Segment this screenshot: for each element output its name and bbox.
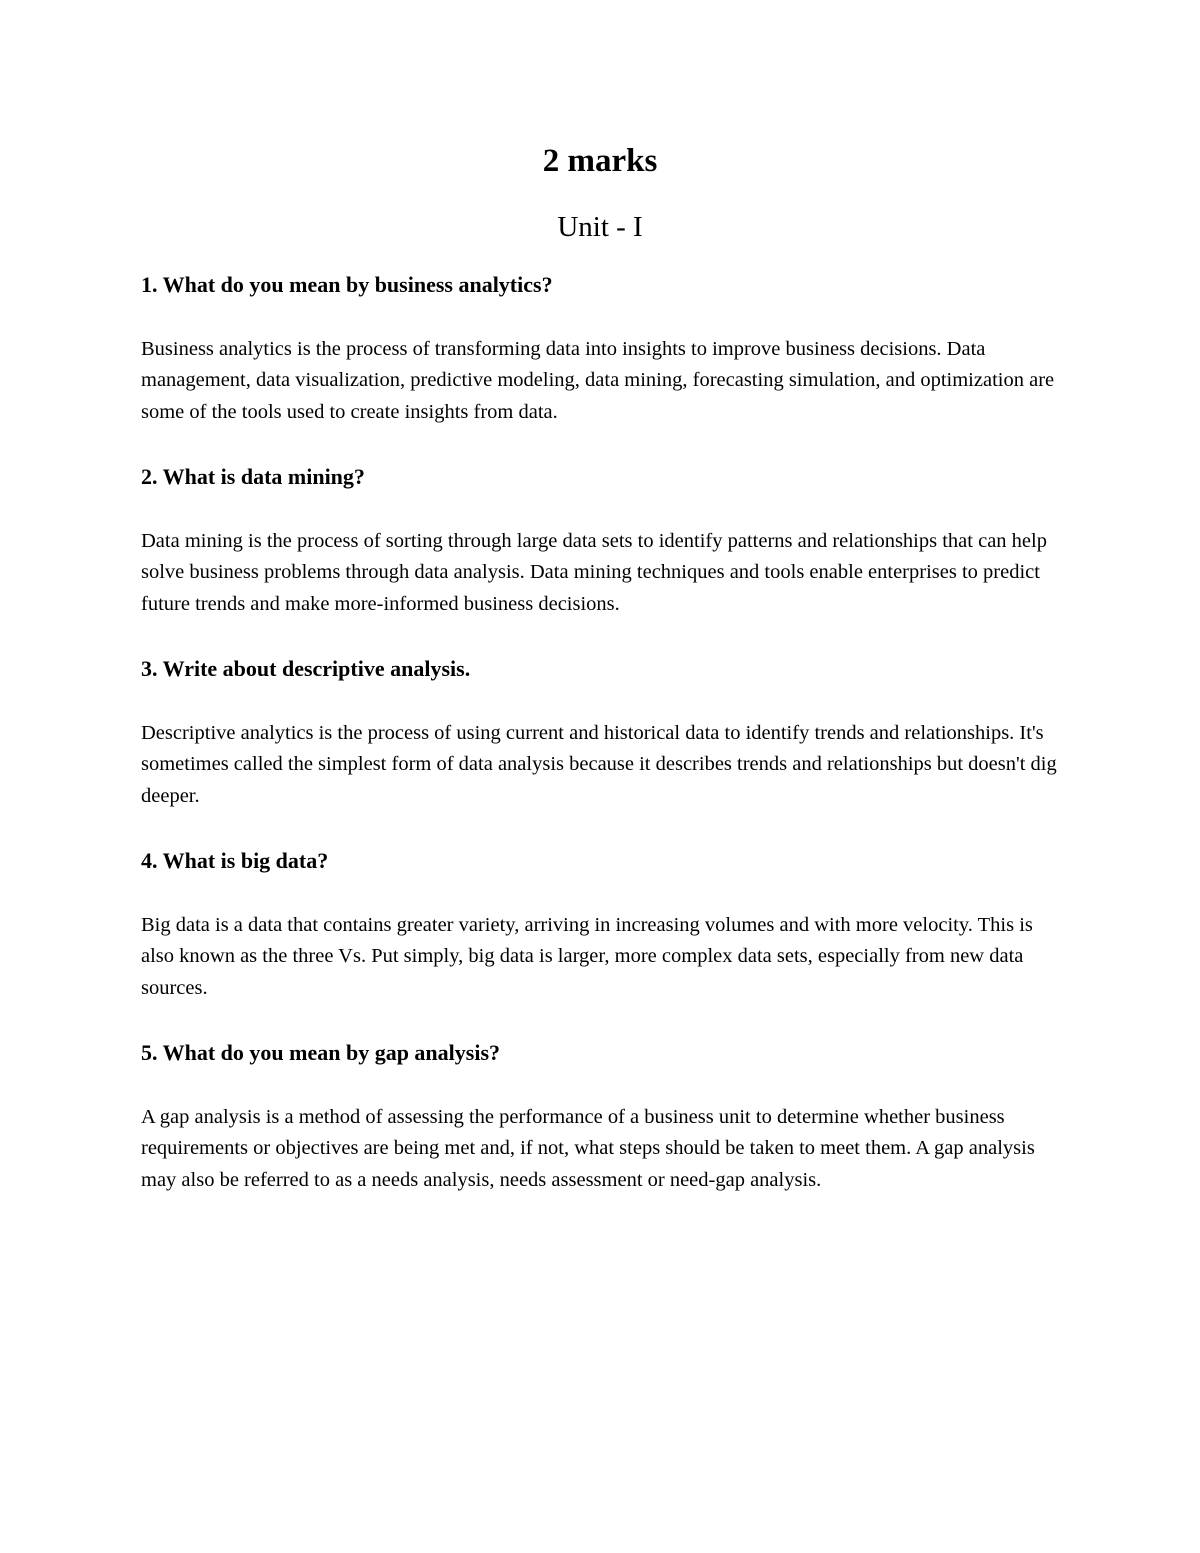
- answer-paragraph: Big data is a data that contains greater variety, arriving in increasing volumes and with more velocity. This is also known as the three Vs. Put simply, big data is larger, more complex data sets, especially from new data sources.: [141, 914, 1033, 999]
- answer-paragraph: Business analytics is the process of transforming data into insights to improve business decisions. Data management, data visualization, predictive modeling, data mining, forecasting simulation, and optimization are some of the tools used to create insights from data.: [141, 338, 1055, 423]
- qa-item-4: [141, 846, 1066, 1004]
- document-subtitle: Unit - I: [557, 211, 643, 243]
- qa-item-2: [141, 462, 1066, 620]
- question-heading: 3. Write about descriptive analysis.: [141, 656, 471, 681]
- answer-paragraph: A gap analysis is a method of assessing the performance of a business unit to determine whether business requirements or objectives are being met and, if not, what steps should be taken to meet them. A gap analysis may also be referred to as a needs analysis, needs assessment or need-gap analysis.: [141, 1106, 1035, 1191]
- answer-paragraph: Descriptive analytics is the process of using current and historical data to identify trends and relationships. It's sometimes called the simplest form of data analysis because it describes trends and relationships but doesn't dig deeper.: [141, 722, 1057, 807]
- question-heading: 2. What is data mining?: [141, 464, 365, 489]
- qa-item-1: [141, 270, 1066, 428]
- question-heading: 5. What do you mean by gap analysis?: [141, 1040, 501, 1065]
- qa-item-5: [141, 1038, 1066, 1196]
- qa-item-3: [141, 654, 1066, 812]
- question-heading: 1. What do you mean by business analytics?: [141, 272, 553, 297]
- question-heading: 4. What is big data?: [141, 848, 329, 873]
- answer-paragraph: Data mining is the process of sorting through large data sets to identify patterns and relationships that can help solve business problems through data analysis. Data mining techniques and tools enable enterprises to predict future trends and make more-informed business decisions.: [141, 530, 1047, 615]
- document-title: 2 marks: [542, 143, 658, 179]
